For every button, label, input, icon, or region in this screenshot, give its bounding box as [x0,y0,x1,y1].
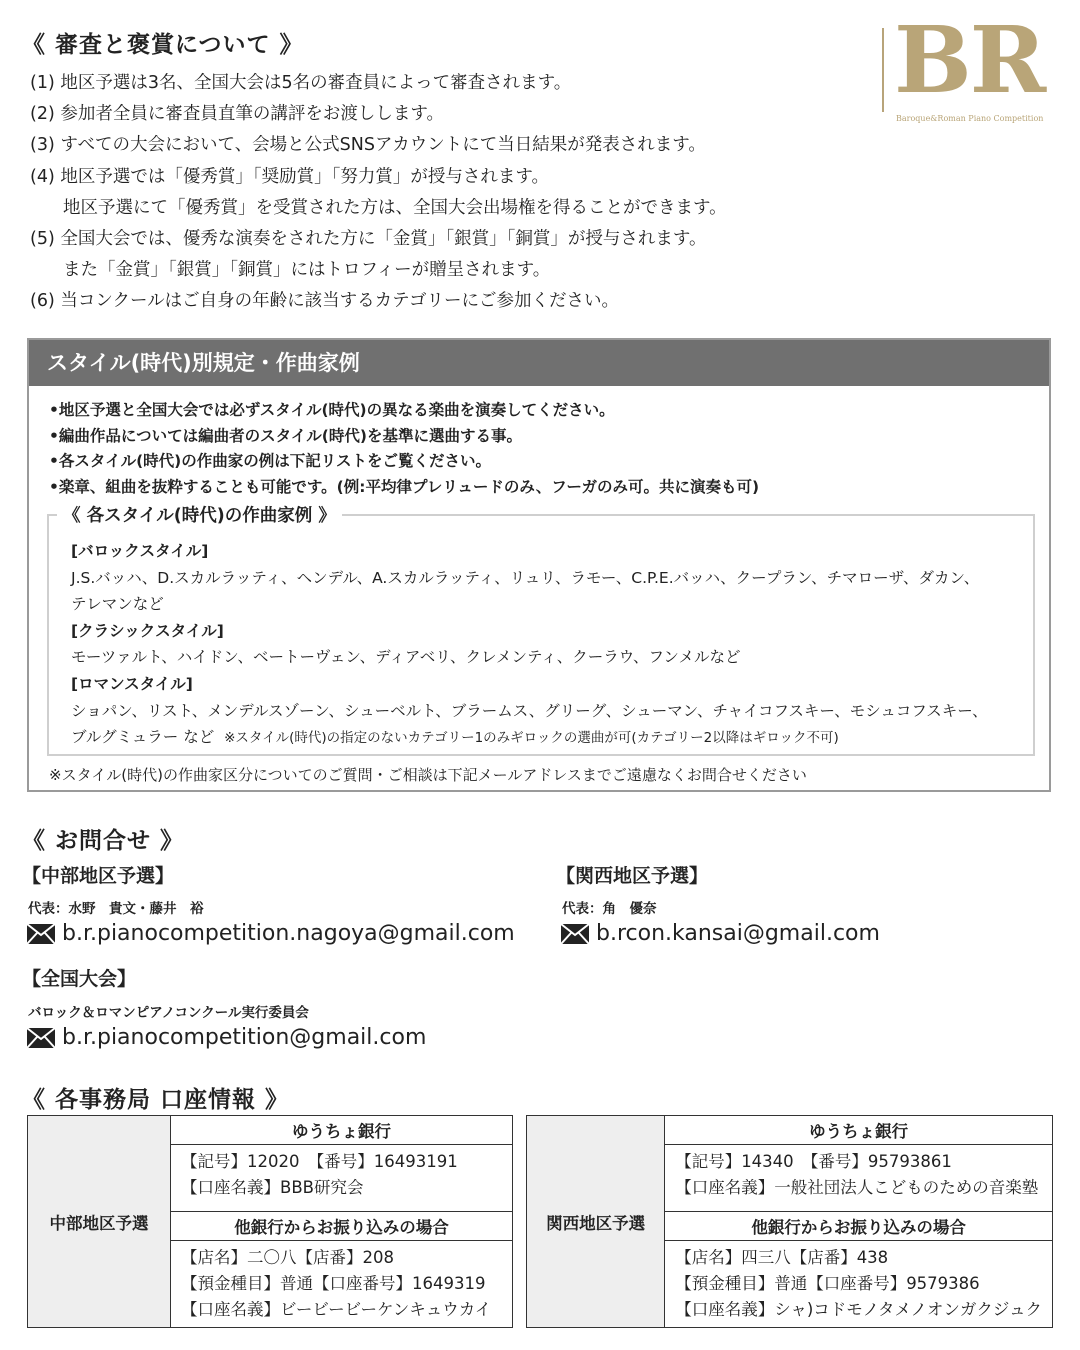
chubu-other-bank-details [171,1241,513,1328]
kansai-other-bank-header: 他銀行からお振り込みの場合 [665,1212,1053,1241]
composer-examples-box [47,506,1035,756]
logo-divider [882,28,884,112]
kansai-account-table [526,1115,1053,1328]
kansai-email: b.rcon.kansai@gmail.com [596,921,880,946]
bullet-item: •編曲作品については編曲者のスタイル(時代)を基準に選曲する事。 [49,426,522,445]
chubu-account-label: 中部地区予選 [28,1116,171,1328]
kansai-bank-details [665,1145,1053,1212]
bank-line: 【記号】12020 【番号】16493191 [181,1152,458,1171]
roman-composers-last: ブルグミュラー など [71,728,215,747]
style-rules-bullets [49,398,759,500]
review-rules [30,68,727,318]
chubu-bank-name: ゆうちょ銀行 [171,1116,513,1145]
bullet-item: •楽章、組曲を抜粋することも可能です。(例:平均律プレリュードのみ、フーガのみ可。共に演奏も可) [49,477,760,496]
national-region: 【全国大会】 [22,968,137,990]
baroque-label: [バロックスタイル] [71,542,209,560]
envelope-icon [560,923,590,945]
chubu-rep: 代表：水野 貴文・藤井 裕 [28,901,204,917]
rule-line: (6) 当コンクールはご自身の年齢に該当するカテゴリーにご参加ください。 [30,291,619,312]
bullet-item: •各スタイル(時代)の作曲家の例は下記リストをご覧ください。 [49,452,491,471]
rule-line: 地区予選にて「優秀賞」を受賞された方は、全国大会出場権を得ることができます。 [63,197,727,218]
envelope-icon [26,1027,56,1049]
rule-line: (5) 全国大会では、優秀な演奏をされた方に「金賞」「銀賞」「銅賞」が授与されます。 [30,229,707,250]
style-rules-box [27,338,1051,792]
bank-line: 【預金種目】普通【口座番号】1649319 [181,1274,486,1293]
roman-composers-cont [71,724,988,752]
bank-line: 【店名】四三八【店番】438 [675,1248,889,1267]
baroque-composers: J.S.バッハ、D.スカルラッティ、ヘンデル、A.スカルラッティ、リュリ、ラモー、C.P.E.バッハ、クープラン、チマローザ、ダカン、 [71,568,980,587]
bank-line: 【口座名義】シャ)コドモノタメノオンガクジュク [675,1300,1042,1319]
national-email: b.r.pianocompetition@gmail.com [62,1025,427,1050]
kansai-rep: 代表：角 優奈 [562,901,657,917]
kansai-email-link[interactable] [560,921,880,946]
bank-line: 【預金種目】普通【口座番号】9579386 [675,1274,980,1293]
chubu-account-table [27,1115,513,1328]
bank-line: 【記号】14340 【番号】95793861 [675,1152,952,1171]
national-rep: バロック＆ロマンピアノコンクール実行委員会 [28,1005,309,1021]
rule-line: (1) 地区予選は3名、全国大会は5名の審査員によって審査されます。 [30,73,572,93]
review-title: 《 審査と褒賞について 》 [22,32,304,58]
rule-line: (2) 参加者全員に審査員直筆の講評をお渡しします。 [30,104,444,125]
accounts-title: 《 各事務局 口座情報 》 [22,1087,290,1113]
logo-subtitle: Baroque&Roman Piano Competition [896,114,1044,123]
bullet-item: •地区予選と全国大会では必ずスタイル(時代)の異なる楽曲を演奏してください。 [49,401,615,419]
gillock-note: ※スタイル(時代)の指定のないカテゴリー1のみギロックの選曲が可(カテゴリー2以降はギロック不可) [224,730,839,747]
composer-list [71,538,988,752]
roman-composers: ショパン、リスト、メンデルスゾーン、シューベルト、ブラームス、グリーグ、シューマン、チャイコフスキー、モシュコフスキー、 [71,701,988,720]
composer-examples-title: 《 各スタイル(時代)の作曲家例 》 [57,502,342,527]
classic-composers: モーツァルト、ハイドン、ベートーヴェン、ディアベリ、クレメンティ、クーラウ、フンメルなど [71,648,741,667]
chubu-email: b.r.pianocompetition.nagoya@gmail.com [62,921,515,946]
kansai-bank-name: ゆうちょ銀行 [665,1116,1053,1145]
chubu-bank-details [171,1145,513,1212]
kansai-other-bank-details [665,1241,1053,1328]
national-email-link[interactable] [26,1025,426,1050]
rule-line: (4) 地区予選では「優秀賞」「奨励賞」「努力賞」が授与されます。 [30,166,549,187]
baroque-composers-cont: テレマンなど [71,595,164,614]
style-rules-header: スタイル(時代)別規定・作曲家例 [29,340,1049,386]
contact-title: 《 お問合せ 》 [22,828,185,854]
roman-label: [ロマンスタイル] [71,674,193,693]
kansai-account-label: 関西地区予選 [527,1116,665,1328]
kansai-region: 【関西地区予選】 [556,865,709,887]
rule-line: また「金賞」「銀賞」「銅賞」にはトロフィーが贈呈されます。 [63,260,551,281]
logo-mark: BR [894,6,1045,114]
bank-line: 【口座名義】一般社団法人こどものための音楽塾 [675,1178,1039,1197]
bank-line: 【店名】二〇八【店番】208 [181,1248,394,1267]
rule-line: (3) すべての大会において、会場と公式SNSアカウントにて当日結果が発表されます。 [30,135,706,156]
chubu-other-bank-header: 他銀行からお振り込みの場合 [171,1212,513,1241]
chubu-email-link[interactable] [26,921,515,946]
envelope-icon [26,923,56,945]
br-logo [882,6,1054,126]
bank-line: 【口座名義】BBB研究会 [181,1178,364,1197]
chubu-region: 【中部地区予選】 [22,865,175,887]
classic-label: [クラシックスタイル] [71,621,224,640]
style-footnote: ※スタイル(時代)の作曲家区分についてのご質問・ご相談は下記メールアドレスまでご遠慮なくお問合せください [49,766,807,784]
bank-line: 【口座名義】ビービービーケンキュウカイ [181,1300,492,1319]
